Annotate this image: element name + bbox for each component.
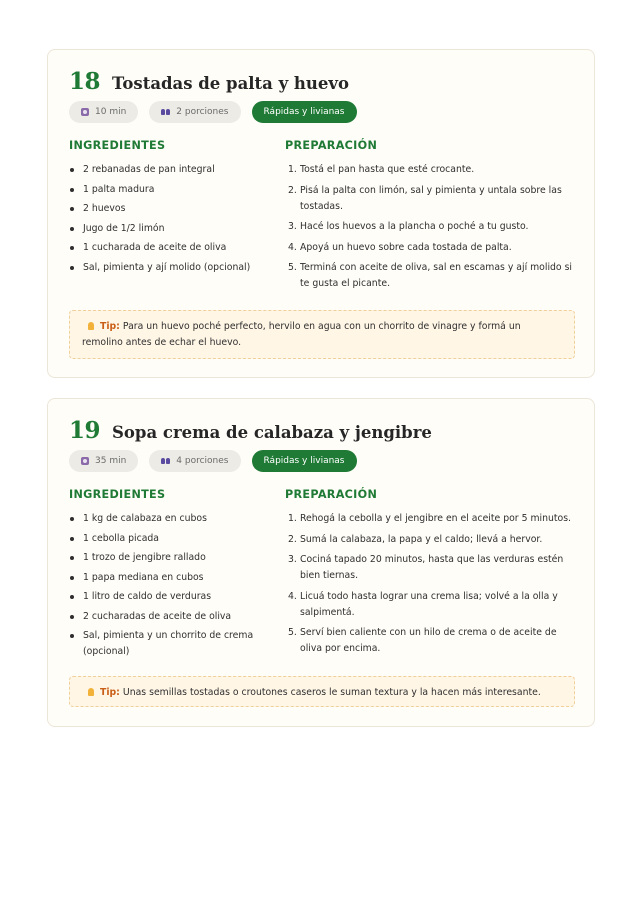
recipe-meta [69, 101, 357, 123]
timer-icon [81, 457, 89, 465]
step-item: 4. Licuá todo hasta lograr una crema lisa; volvé a la olla y salpimentá. [288, 590, 558, 618]
step-item: 1. Rehogá la cebolla y el jengibre en el aceite por 5 minutos. [288, 513, 572, 524]
servings-label: 4 porciones [176, 456, 229, 466]
ingredient-item: 1 trozo de jengibre rallado [69, 550, 269, 566]
ingredient-item: Sal, pimienta y un chorrito de crema (opcional) [69, 628, 269, 660]
people-icon [161, 108, 170, 116]
time-chip [69, 101, 138, 123]
tip-text: Unas semillas tostadas o croutones caseros le suman textura y la hacen más interesante. [122, 687, 541, 698]
tip-label: Tip: [100, 321, 120, 332]
category-tag: Rápidas y livianas [252, 101, 357, 123]
ingredient-item: 1 papa mediana en cubos [69, 570, 269, 586]
recipe-number: 19 [69, 417, 101, 444]
ingredient-item: Jugo de 1/2 limón [69, 221, 269, 237]
ingredient-item: 2 huevos [69, 201, 269, 217]
ingredient-item: 2 cucharadas de aceite de oliva [69, 609, 269, 625]
step-item: 2. Pisá la palta con limón, sal y pimienta y untala sobre las tostadas. [288, 184, 562, 212]
recipe-number: 18 [69, 68, 101, 95]
step-text: Pisá la palta con limón, sal y pimienta y untala sobre las tostadas. [300, 184, 562, 212]
ingredient-item: Sal, pimienta y ají molido (opcional) [69, 260, 269, 276]
recipe-card [47, 398, 595, 727]
recipe-title: Tostadas de palta y huevo [112, 74, 350, 93]
step-item: 3. Hacé los huevos a la plancha o poché a tu gusto. [288, 221, 529, 232]
step-text: Hacé los huevos a la plancha o poché a tu gusto. [300, 221, 529, 232]
ingredient-item: 1 kg de calabaza en cubos [69, 511, 269, 527]
recipe-meta [69, 450, 357, 472]
preparation-steps [285, 511, 575, 662]
servings-chip [149, 450, 240, 472]
recipe-card [47, 49, 595, 378]
step-item: 2. Sumá la calabaza, la papa y el caldo; llevá a hervor. [288, 533, 543, 545]
recipe-title: Sopa crema de calabaza y jengibre [112, 423, 432, 442]
ingredients-heading: INGREDIENTES [69, 488, 166, 501]
preparation-steps [285, 162, 575, 297]
preparation-heading: PREPARACIÓN [285, 139, 378, 152]
trophy-icon [88, 688, 94, 696]
step-text: Sumá la calabaza, la papa y el caldo; llevá a hervor. [300, 533, 543, 545]
ingredient-item: 1 cucharada de aceite de oliva [69, 240, 269, 256]
time-label: 35 min [95, 456, 127, 466]
step-item: 1. Tostá el pan hasta que esté crocante. [288, 164, 475, 175]
step-text: Tostá el pan hasta que esté crocante. [300, 164, 475, 175]
step-item: 5. Serví bien caliente con un hilo de crema o de aceite de oliva por encima. [288, 627, 557, 654]
step-text: Apoyá un huevo sobre cada tostada de palta. [300, 241, 512, 253]
step-item: 4. Apoyá un huevo sobre cada tostada de palta. [288, 241, 512, 253]
ingredient-item: 1 litro de caldo de verduras [69, 589, 269, 605]
time-label: 10 min [95, 107, 127, 117]
ingredient-item: 2 rebanadas de pan integral [69, 162, 269, 178]
ingredient-item: 1 cebolla picada [69, 531, 269, 547]
step-text: Licuá todo hasta lograr una crema lisa; volvé a la olla y salpimentá. [300, 590, 558, 618]
recipe-header [69, 68, 349, 95]
category-tag: Rápidas y livianas [252, 450, 357, 472]
people-icon [161, 457, 170, 465]
step-text: Terminá con aceite de oliva, sal en escamas y ají molido si te gusta el picante. [300, 262, 573, 289]
step-item: 5. Terminá con aceite de oliva, sal en escamas y ají molido si te gusta el picante. [288, 262, 573, 289]
step-text: Serví bien caliente con un hilo de crema o de aceite de oliva por encima. [300, 627, 557, 654]
ingredients-list [69, 162, 269, 279]
ingredient-item: 1 palta madura [69, 182, 269, 198]
step-text: Cociná tapado 20 minutos, hasta que las verduras estén bien tiernas. [300, 554, 564, 581]
step-text: Rehogá la cebolla y el jengibre en el aceite por 5 minutos. [300, 513, 572, 524]
preparation-heading: PREPARACIÓN [285, 488, 378, 501]
servings-chip [149, 101, 240, 123]
tip-box [69, 310, 575, 359]
ingredients-heading: INGREDIENTES [69, 139, 166, 152]
timer-icon [81, 108, 89, 116]
tip-text: Para un huevo poché perfecto, hervilo en agua con un chorrito de vinagre y formá un remolino antes de echar el huevo. [82, 321, 521, 348]
ingredients-list [69, 511, 269, 664]
recipe-header [69, 417, 432, 444]
tip-box [69, 676, 575, 707]
tip-label: Tip: [100, 687, 120, 698]
trophy-icon [88, 322, 94, 330]
step-item: 3. Cociná tapado 20 minutos, hasta que las verduras estén bien tiernas. [288, 554, 564, 581]
time-chip [69, 450, 138, 472]
servings-label: 2 porciones [176, 107, 229, 117]
